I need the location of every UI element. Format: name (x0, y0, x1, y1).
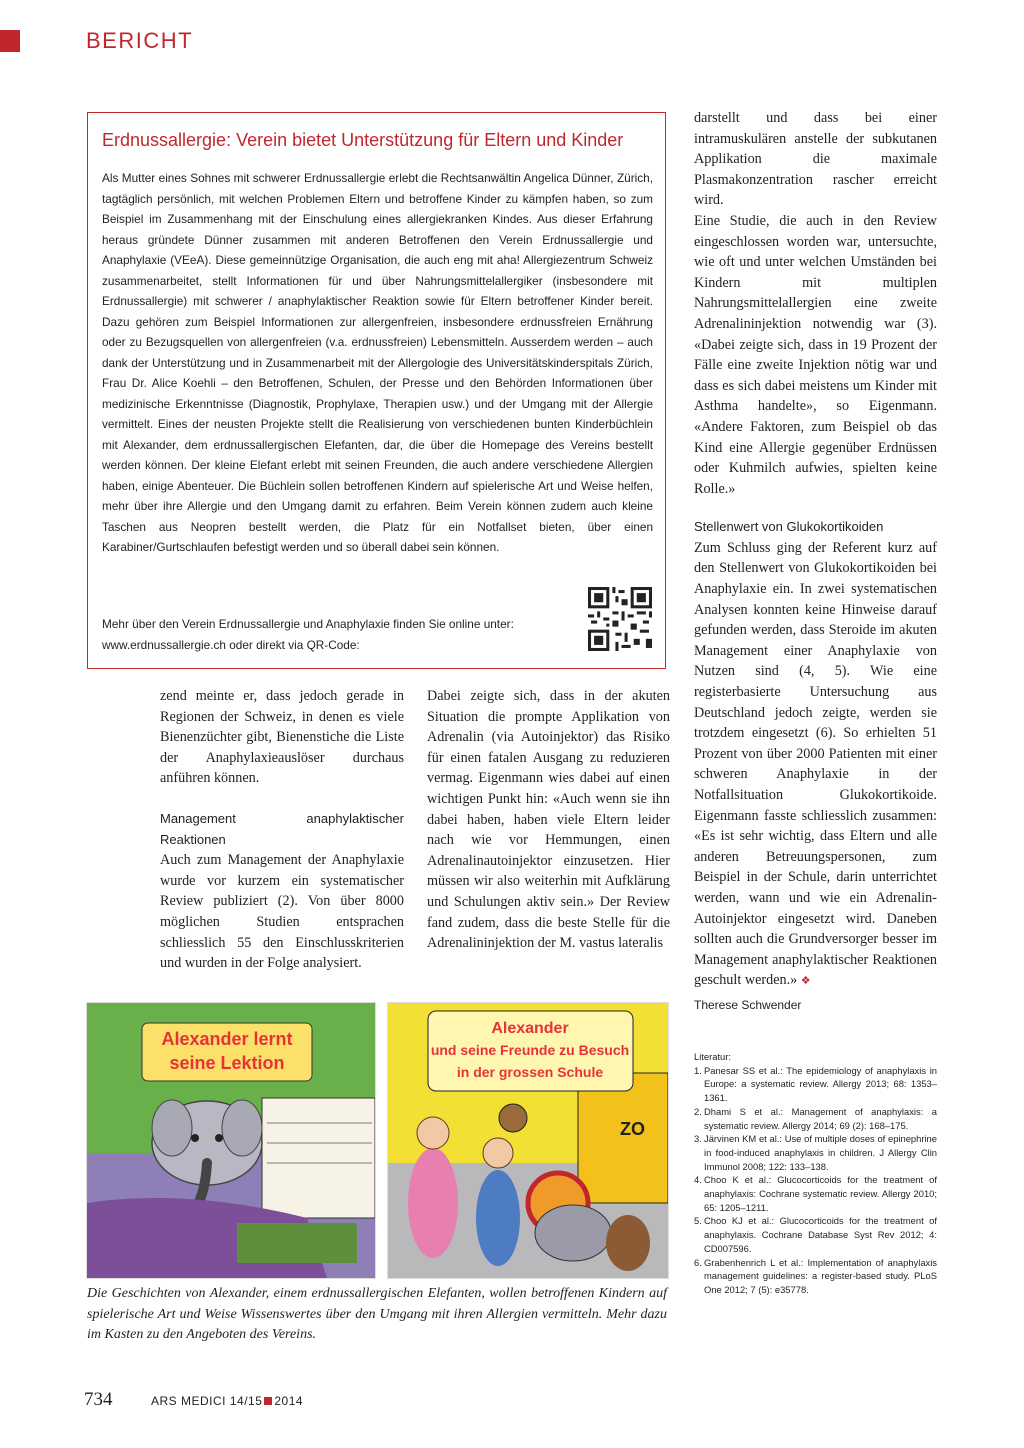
paragraph: Auch zum Management der Anaphylaxie wurde vor kurzem ein systematischer Review publiziert (2). Von über 8000 möglichen Studien entsprachen schliesslich 55 den Einschlusskriterien und wurden in der Folge analysiert. (160, 852, 404, 972)
references (694, 1050, 937, 1297)
author: Therese Schwender (694, 998, 802, 1012)
reference-number: 2. (694, 1105, 702, 1117)
info-box-text: Als Mutter eines Sohnes mit schwerer Erdnussallergie erlebt die Rechtsanwältin Angelica Dünner, Zürich, tagtäglich persönlich, mit welchen Problemen Eltern und betroffene Kinder zu kämpfen haben, so zum Beispiel im Zusammenhang mit der Einschulung eines allergiekranken Kindes. Aus dieser Erfahrung heraus gründete Dünner zusammen mit anderen Betroffenen den Verein Erdnussallergie und Anaphylaxie (VEeA). Diese gemeinnützige Organisation, die auch eng mit aha! Allergiezentrum Schweiz zusammenarbeitet, stellt Informationen für und über Nahrungsmittelallergiker (insbesondere mit Erdnussallergie) mit schwerer / anaphylaktischer Reaktion sowie für Eltern betroffener Kinder bereit. Dazu gehören zum Beispiel Informationen zur allergenfreien, insbesondere erdnussfreien Ernährung oder zu Bezugsquellen von allergenfreien (v.a. erdnussfreien) Lebensmitteln. Ausserdem werden – auch dank der Unterstützung und in Zusammenarbeit mit der Allergologie des Universitätskinderspitals Zürich, Frau Dr. Alice Koehli – den Betroffenen, Schulen, der Presse und den Behörden Informationen über medizinische Erkenntnisse (Diagnostik, Prophylaxe, Therapien usw.) und der Umgang mit der Allergie vermittelt. Eines der neusten Projekte stellt die Realisierung von verschiedenen bunten Kinderbüchlein mit Alexander, dem erdnussallergischen Elefanten, dar, die über die Homepage des Vereins bestellt werden können. Der kleine Elefant erlebt mit seinen Freunden, die auch andere verschiedene Allergien haben, einige Abenteuer. Die Büchlein sollen betroffenen Kindern auf spielerische Art und Weise helfen, mehr über ihre Allergie und den Umgang damit zu erfahren. Beim Verein können zudem auch kleine Taschen aus Neopren bestellt werden, die Platz für ein Notfallset bieten, über einen Karabiner/Gurtschlaufen befestigt werden und so überall dabei sein können. (102, 171, 653, 554)
reference-item (694, 1064, 937, 1105)
book1-title-line1: Alexander lernt (161, 1029, 293, 1049)
reference-item (694, 1173, 937, 1214)
reference-item (694, 1132, 937, 1173)
section-marker (0, 30, 20, 52)
reference-item (694, 1105, 937, 1132)
book-cover-1 (86, 1002, 376, 1279)
book2-title-line1: Alexander (491, 1020, 569, 1037)
reference-text: Choo K et al.: Glucocorticoids for the treatment of anaphylaxis: Cochrane systematic review. Allergy 2010; 65: 1205–1211. (704, 1174, 937, 1213)
paragraph (694, 538, 937, 992)
info-box-body (102, 168, 653, 558)
reference-number: 1. (694, 1064, 702, 1076)
column-1 (160, 686, 404, 974)
subheading: Stellenwert von Glukokortikoiden (694, 519, 884, 535)
reference-text: Dhami S et al.: Management of anaphylaxis: a systematic review. Allergy 2014; 69 (2): 168–175. (704, 1105, 937, 1131)
paragraph: zend meinte er, dass jedoch gerade in Regionen der Schweiz, in denen es viele Bienenzüchter gibt, Bienenstiche die Liste der Anaphylaxieauslöser durchaus anführen können. (160, 688, 404, 787)
info-box-more (102, 614, 572, 655)
paragraph-text: Zum Schluss ging der Referent kurz auf den Stellenwert von Glukokortikoiden bei Anaphylaxie ein. In zwei systematischen Analysen konnten keine Hinweise darauf gefunden werden, dass Steroide im akuten Management einer Anaphylaxie von Nutzen sind (4, 5). Wie eine registerbasierte Untersuchung aus Deutschland jedoch zeigte, werden sie trotzdem eingesetzt (6). So erhielten 51 Prozent von über 2000 Patienten mit einer schweren Anaphylaxie in der Notfallsituation Glukokortikoide. Eigenmann fasste schliesslich zusammen: «Es ist sehr wichtig, dass Eltern und alle anderen Betreuungspersonen, zum Beispiel in der Schule, darin unterrichtet werden, wann und wie ein Adrenalin-Autoinjektor eingesetzt wird. Daneben sollten auch die Grundversorger besser im Management anaphylaktischer Reaktionen geschult werden.» (694, 539, 937, 989)
journal-year: 2014 (274, 1394, 304, 1408)
paragraph: Dabei zeigte sich, dass in der akuten Situation die prompte Applikation von Adrenalin (via Autoinjektor) das Risiko für einen fatalen Ausgang zu reduzieren vermag. Eigenmann wies dabei auf einen wichtigen Punkt hin: «Auch wenn sie ihn dabei haben, haben viele Eltern leider nach wie vor Hemmungen, einen Adrenalinautoinjektor einzusetzen. Hier müssen wir also weiterhin mit Aufklärung und Schulungen aktiv sein.» Der Review fand zudem, dass die beste Stelle für die Adrenalininjektion der M. vastus lateralis (427, 688, 670, 952)
reference-item (694, 1256, 937, 1297)
reference-text: Choo KJ et al.: Glucocorticoids for the treatment of anaphylaxis. Cochrane Database Syst Rev 2012; 4: CD007596. (704, 1215, 937, 1254)
paragraph: darstellt und dass bei einer intramuskulären anstelle der subkutanen Applikation die maximale Plasmakonzentration rascher erreicht wird. (694, 110, 937, 209)
book-cover-2 (387, 1002, 669, 1279)
reference-number: 6. (694, 1256, 702, 1268)
book2-bus-text: ZO (620, 1119, 645, 1139)
info-box-more-text: Mehr über den Verein Erdnussallergie und Anaphylaxie finden Sie online unter: (102, 617, 514, 631)
separator-square-icon (264, 1397, 272, 1405)
book1-title-line2: seine Lektion (169, 1053, 285, 1073)
qr-code[interactable] (588, 587, 652, 651)
reference-number: 4. (694, 1174, 702, 1186)
column-2 (427, 686, 670, 954)
references-list (694, 1064, 937, 1297)
reference-text: Panesar SS et al.: The epidemiology of anaphylaxis in Europe: a systematic review. Allergy 2013; 68: 1353–1361. (704, 1064, 937, 1104)
journal-name: ARS MEDICI 14/15 (151, 1394, 263, 1408)
references-heading: Literatur: (694, 1051, 731, 1062)
book2-title-line3: in der grossen Schule (456, 1064, 604, 1080)
reference-item (694, 1214, 937, 1255)
figure-caption: Die Geschichten von Alexander, einem erdnussallergischen Elefanten, wollen betroffenen Kindern auf spielerische Art und Weise Wissenswertes über den Umgang mit ihren Allergien vermitteln. Mehr dazu im Kasten zu den Angeboten des Vereins. (87, 1286, 667, 1342)
reference-number: 5. (694, 1215, 702, 1227)
reference-text: Grabenhenrich L et al.: Implementation of anaphylaxis management guidelines: a register-based study. PLoS One 2012; 7 (5): e35778. (704, 1256, 937, 1295)
subheading: Management anaphylaktischer Reaktionen (160, 810, 404, 847)
book2-title-line2: und seine Freunde zu Besuch (430, 1042, 630, 1058)
end-mark-icon: ❖ (800, 975, 811, 988)
reference-number: 3. (694, 1133, 702, 1145)
column-3 (694, 108, 937, 992)
info-box-title: Erdnussallergie: Verein bietet Unterstützung für Eltern und Kinder (102, 130, 624, 150)
paragraph: Eine Studie, die auch in den Review eingeschlossen worden war, untersuchte, wie oft und unter welchen Umständen bei Kindern mit multiplen Nahrungsmittelallergien eine zweite Adrenalininjektion notwendig war (3). «Dabei zeigte sich, dass in 19 Prozent der Fälle eine zweite Injektion nötig war und dass es sich dabei meistens um Kinder mit Asthma handelte», so Eigenmann. «Andere Faktoren, zum Beispiel ob das Kind eine Allergie gegenüber Erdnüssen oder Kuhmilch aufwies, spielten keine Rolle.» (694, 212, 937, 497)
journal-info (151, 1394, 303, 1408)
info-box-url[interactable]: www.erdnussallergie.ch oder direkt via QR-Code: (102, 637, 360, 652)
reference-text: Järvinen KM et al.: Use of multiple doses of epinephrine in food-induced anaphylaxis in children. J Allergy Clin Immunol 2008; 122: 133–138. (704, 1133, 937, 1172)
page-number: 734 (84, 1389, 113, 1410)
section-title: BERICHT (86, 28, 194, 53)
